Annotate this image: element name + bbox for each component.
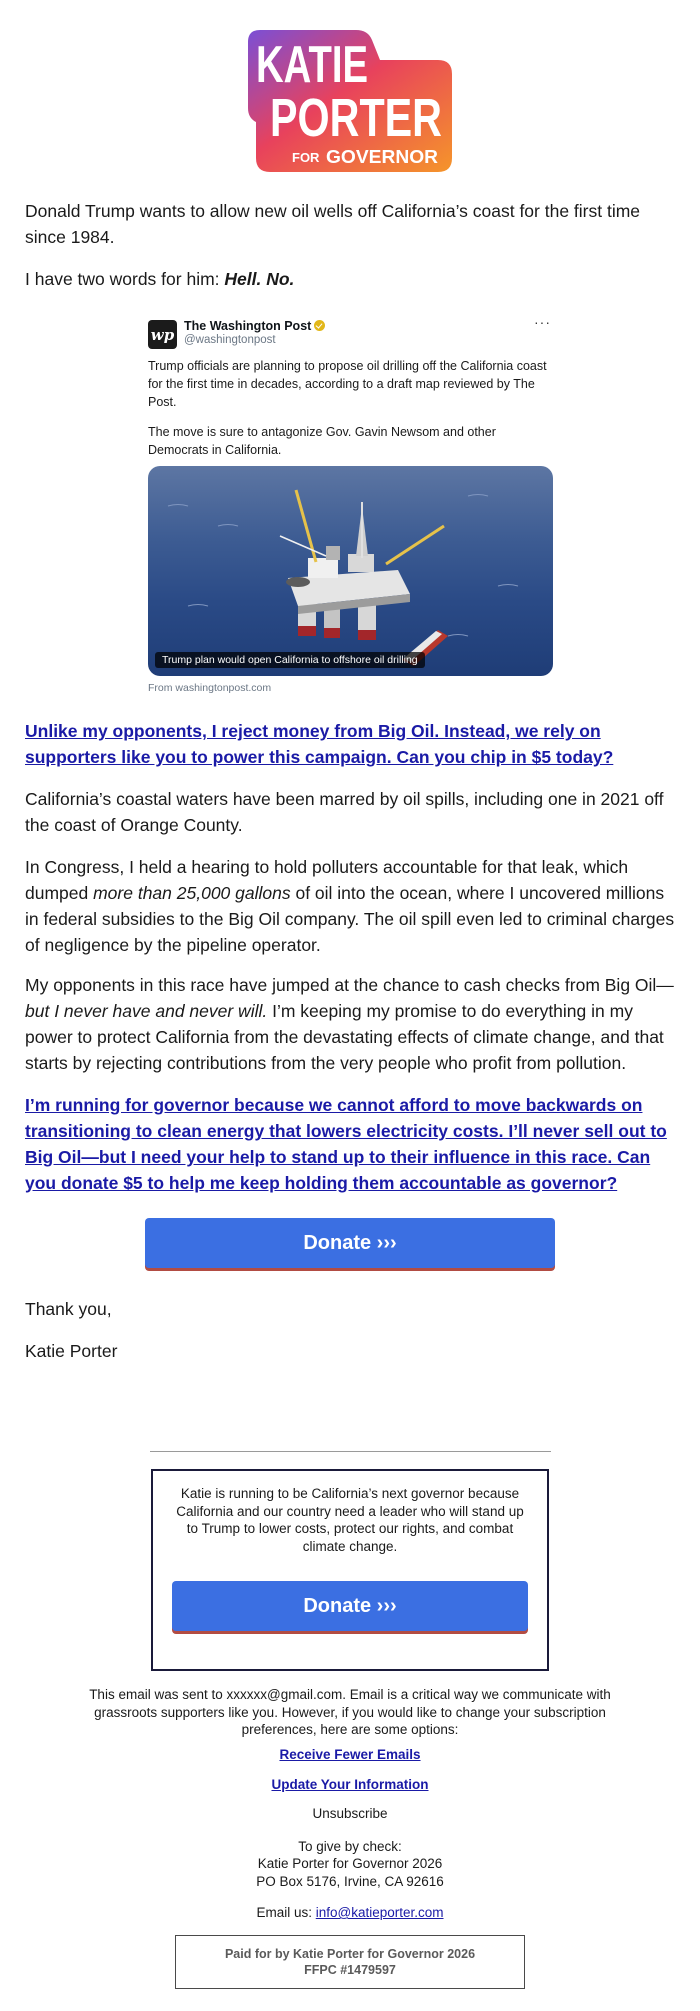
fewer-emails-row (60, 1746, 640, 1764)
tweet-text-1: Trump officials are planning to propose oil drilling off the California coast for the first time in decades, according to a draft map reviewed by The Post. (148, 359, 547, 409)
unsubscribe-link[interactable]: Unsubscribe (312, 1806, 388, 1821)
update-your-information-link[interactable]: Update Your Information (271, 1777, 429, 1792)
check-label: To give by check: (298, 1839, 402, 1854)
tweet-image-caption: Trump plan would open California to offshore oil drilling (155, 652, 425, 668)
paid-for-disclaimer (175, 1935, 525, 1989)
tweet-source[interactable]: From washingtonpost.com (148, 682, 272, 694)
more-options-icon[interactable]: ··· (534, 314, 551, 330)
donate-link-paragraph-1[interactable]: Unlike my opponents, I reject money from Big Oil. Instead, we rely on supporters like you to power this campaign. Can you chip in $5 today? (25, 721, 614, 767)
washington-post-avatar: wp (148, 320, 177, 349)
tweet-author-handle: @washingtonpost (184, 334, 276, 346)
verified-badge-icon (314, 320, 325, 331)
email-us-label: Email us: (256, 1905, 316, 1920)
footer-donate-box (151, 1469, 549, 1671)
email-us-row (60, 1904, 640, 1922)
congress-text-a: In Congress, I held a hearing to hold polluters accountable for that leak, which dumped (25, 857, 629, 903)
sent-to-notice: This email was sent to xxxxxx@gmail.com. Email is a critical way we communicate with grassroots supporters like you. However, if you would like to change your subscription preferences, here are some options: (89, 1687, 611, 1737)
campaign-logo (248, 30, 452, 172)
ffpc-text: FFPC #1479597 (304, 1963, 396, 1977)
receive-fewer-emails-link[interactable]: Receive Fewer Emails (279, 1747, 421, 1762)
opponents-text-a: My opponents in this race have jumped at the chance to cash checks from Big Oil— (25, 975, 674, 995)
oil-spills-paragraph: California’s coastal waters have been marred by oil spills, including one in 2021 off the coast of Orange County. (25, 789, 664, 835)
tweet-author-name (184, 319, 325, 333)
signature-text: Katie Porter (25, 1341, 118, 1361)
footer-box-text: Katie is running to be California’s next governor because California and our country need a leader who will stand up to Trump to lower costs, protect our rights, and combat climate change. (176, 1486, 524, 1554)
tweet-author-name-text: The Washington Post (184, 319, 312, 333)
footer-divider (150, 1451, 551, 1452)
oil-platform-illustration (148, 466, 553, 676)
opponents-text-b: I’m keeping my promise to do everything in my power to protect California from the devastating effects of climate change, and that starts by rejecting contributions from the very people who profit from pollution. (25, 1001, 664, 1073)
footer-donate-button[interactable]: Donate ››› (172, 1581, 528, 1631)
opponents-paragraph (25, 972, 680, 1076)
congress-paragraph (25, 854, 680, 958)
two-words-prefix: I have two words for him: (25, 269, 225, 289)
tweet-text-2: The move is sure to antagonize Gov. Gavin Newsom and other Democrats in California. (148, 425, 496, 457)
donate-link-paragraph-2[interactable]: I’m running for governor because we cannot afford to move backwards on transitioning to clean energy that lowers electricity costs. I’ll never sell out to Big Oil—but I need your help to stand up to their influence in this race. Can you donate $5 to help me keep holding them accountable as governor? (25, 1095, 667, 1193)
congress-text-emphasis: more than 25,000 gallons (93, 883, 291, 903)
paid-for-text: Paid for by Katie Porter for Governor 2026 (224, 1947, 476, 1961)
logo-line-katie: KATIE (256, 36, 368, 94)
opponents-text-emphasis: but I never have and never will. (25, 1001, 268, 1021)
embedded-tweet[interactable] (148, 312, 553, 696)
intro-paragraph: Donald Trump wants to allow new oil wells off California’s coast for the first time since 1984. (25, 201, 641, 247)
contact-email-link[interactable]: info@katieporter.com (315, 1905, 444, 1920)
congress-text-b: of oil into the ocean, where I uncovered millions in federal subsidies to the Big Oil company. The oil spill even led to criminal charges of negligence by the pipeline operator. (25, 883, 675, 955)
two-words-paragraph (25, 266, 680, 292)
donate-button[interactable]: Donate ››› (145, 1218, 555, 1268)
tweet-image[interactable] (148, 466, 553, 676)
update-info-row (60, 1776, 640, 1794)
logo-line-for: FOR (292, 150, 320, 165)
logo-line-porter: PORTER (270, 88, 442, 148)
thank-you-text: Thank you, (25, 1299, 112, 1319)
logo-line-governor: GOVERNOR (326, 147, 438, 167)
check-address: PO Box 5176, Irvine, CA 92616 (256, 1874, 444, 1889)
two-words-emphasis: Hell. No. (224, 269, 295, 289)
check-name: Katie Porter for Governor 2026 (257, 1856, 443, 1871)
